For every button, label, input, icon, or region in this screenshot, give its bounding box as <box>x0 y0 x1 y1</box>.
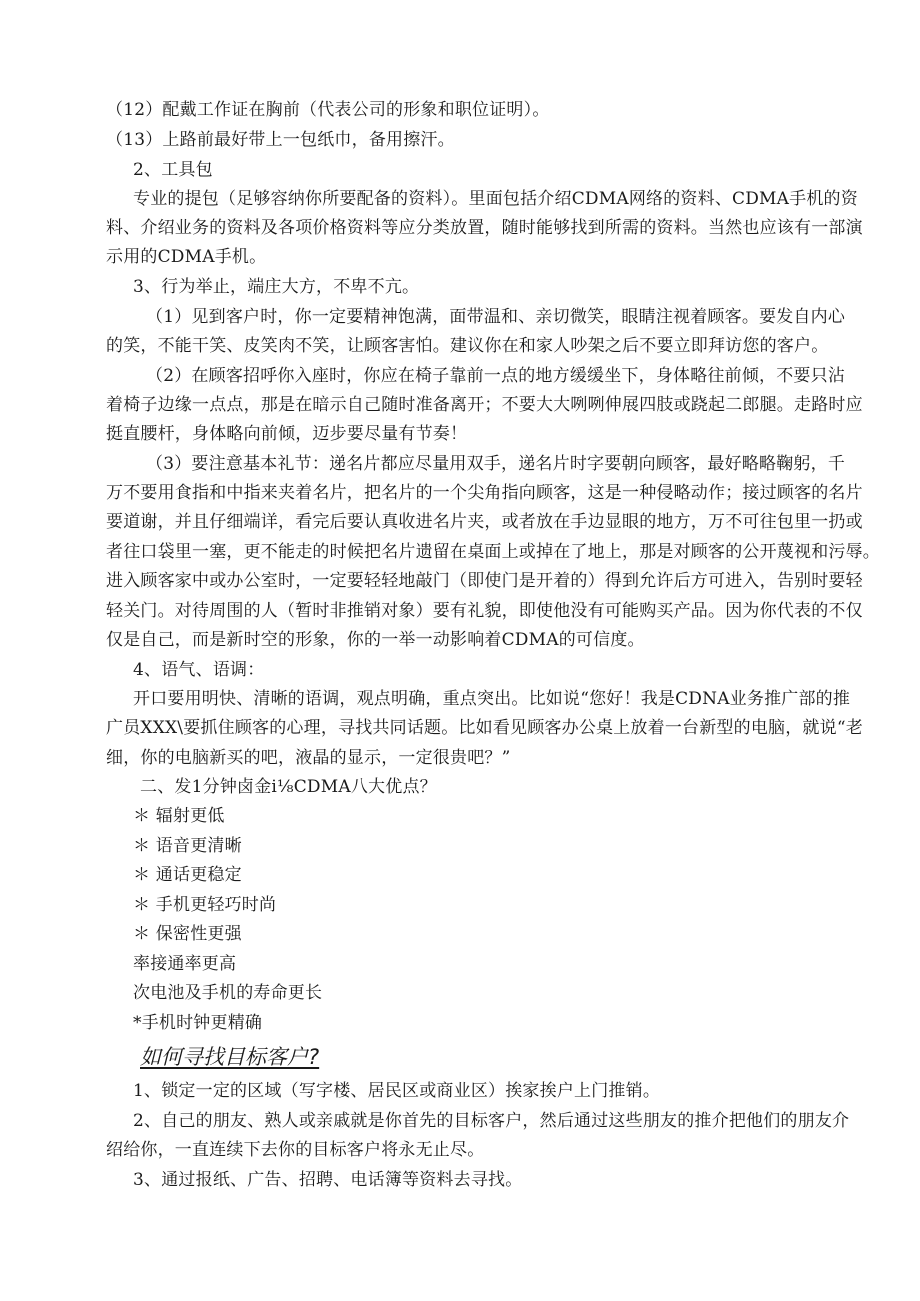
list-item: ＊ 语音更清晰 <box>133 836 242 856</box>
section-heading-behavior: 3、行为举止，端庄大方，不卑不亢。 <box>133 277 420 297</box>
section-heading-tool-bag: 2、工具包 <box>133 160 213 180</box>
paragraph-line: 1、锁定一定的区域（写字楼、居民区或商业区）挨家挨户上门推销。 <box>133 1081 661 1101</box>
paragraph-line: 的笑，不能干笑、皮笑肉不笑，让顾客害怕。建议你在和家人吵架之后不要立即拜访您的客户。 <box>106 336 829 356</box>
paragraph-line: 示用的CDMA手机。 <box>106 247 267 267</box>
list-item: ＊ 辐射更低 <box>133 806 225 826</box>
list-item: 率接通率更高 <box>133 954 237 974</box>
paragraph-line: （3）要注意基本礼节：递名片都应尽量用双手，递名片时字要朝向顾客，最好略略鞠躬，千 <box>146 454 846 474</box>
paragraph-line: 要道谢，并且仔细端详，看完后要认真收进名片夹，或者放在手边显眼的地方，万不可往包里一扔或 <box>106 512 863 532</box>
list-item: ＊ 保密性更强 <box>133 924 242 944</box>
paragraph-line: 万不要用食指和中指来夹着名片，把名片的一个尖角指向顾客，这是一种侵略动作；接过顾客的名片 <box>106 483 863 503</box>
list-item: ＊ 手机更轻巧时尚 <box>133 895 277 915</box>
paragraph-line: 专业的提包（足够容纳你所要配备的资料）。里面包括介绍CDMA网络的资料、CDMA手机的资 <box>133 189 858 209</box>
paragraph-line: 仅是自己，而是新时空的形象，你的一举一动影响着CDMA的可信度。 <box>106 630 645 650</box>
paragraph-line: 者往口袋里一塞，更不能走的时候把名片遗留在桌面上或掉在了地上，那是对顾客的公开蔑视和污辱。 <box>106 542 880 562</box>
paragraph-line: 挺直腰杆，身体略向前倾，迈步要尽量有节奏！ <box>106 424 468 444</box>
paragraph-line: 3、通过报纸、广告、招聘、电话簿等资料去寻找。 <box>133 1170 523 1190</box>
paragraph-line: 进入顾客家中或办公室时，一定要轻轻地敲门（即使门是开着的）得到允许后方可进入，告别时要轻 <box>106 571 863 591</box>
paragraph-line: 绍给你，一直连续下去你的目标客户将永无止尽。 <box>106 1140 485 1160</box>
list-item: *手机时钟更精确 <box>133 1013 263 1033</box>
paragraph-line: 着椅子边缘一点点，那是在暗示自己随时准备离开；不要大大咧咧伸展四肢或跷起二郎腿。走路时应 <box>106 395 863 415</box>
text-line-item-12: （12）配戴工作证在胸前（代表公司的形象和职位证明）。 <box>106 100 550 120</box>
section-title-find-customers: 如何寻找目标客户? <box>140 1045 320 1069</box>
paragraph-line: 轻关门。对待周围的人（暂时非推销对象）要有礼貌，即使他没有可能购买产品。因为你代表的不仅 <box>106 601 863 621</box>
list-item: 次电池及手机的寿命更长 <box>133 983 323 1003</box>
paragraph-line: 2、自己的朋友、熟人或亲戚就是你首先的目标客户，然后通过这些朋友的推介把他们的朋友介 <box>133 1111 850 1131</box>
paragraph-line: 开口要用明快、清晰的语调，观点明确，重点突出。比如说“您好！我是CDNA业务推广部的推 <box>133 689 851 709</box>
section-heading-advantages: 二、发1分钟卤金i⅛CDMA八大优点？ <box>140 777 437 797</box>
paragraph-line: 料、介绍业务的资料及各项价格资料等应分类放置，随时能够找到所需的资料。当然也应该有一部演 <box>106 218 863 238</box>
section-heading-tone: 4、语气、语调： <box>133 660 265 680</box>
paragraph-line: （2）在顾客招呼你入座时，你应在椅子靠前一点的地方缓缓坐下，身体略往前倾，不要只沾 <box>146 366 846 386</box>
paragraph-line: （1）见到客户时，你一定要精神饱满，面带温和、亲切微笑，眼睛注视着顾客。要发自内心 <box>146 307 846 327</box>
paragraph-line: 广员XXX\要抓住顾客的心理，寻找共同话题。比如看见顾客办公桌上放着一台新型的电脑，就说“老 <box>106 718 863 738</box>
text-line-item-13: （13）上路前最好带上一包纸巾，备用擦汗。 <box>106 130 455 150</box>
paragraph-line: 细，你的电脑新买的吧，液晶的显示，一定很贵吧？” <box>106 748 511 768</box>
list-item: ＊ 通话更稳定 <box>133 865 242 885</box>
